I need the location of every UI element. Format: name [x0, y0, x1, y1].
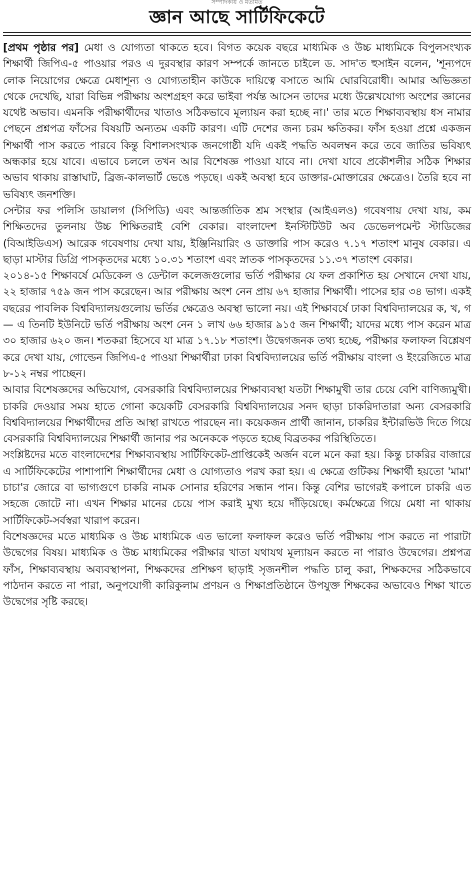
- paragraph-3: ২০১৪-১৫ শিক্ষাবর্ষে মেডিকেল ও ডেন্টাল কলেজগুলোর ভর্তি পরীক্ষার যে ফল প্রকাশিত হয় সেখানে দেখা যায়, ২২ হাজার ৭৫৯ জন পাস করেছেন। আর পরীক্ষায় অংশ নেন প্রায় ৬৭ হাজার শিক্ষার্থী। পাসের হার ৩৪ ভাগ। একই বছরের পাবলিক বিশ্ববিদ্যালয়গুলোয় ভর্তির ক্ষেত্রেও অবস্থা ভালো নয়। এই শিক্ষাবর্ষে ঢাকা বিশ্ববিদ্যালয়ের ক, খ, গ— এ তিনটি ইউনিটে ভর্তি পরীক্ষায় অংশ নেন ১ লাখ ৬৬ হাজার ৯১৫ জন শিক্ষার্থী; যাদের মধ্যে পাস করেন মাত্র ৩০ হাজার ৬২০ জন। শতকরা হিসেবে যা মাত্র ১৭.১৮ শতাংশ। উদ্বেগজনক তথ্য হচ্ছে, পরীক্ষার ফলাফল বিশ্লেষণ করে দেখা যায়, গোল্ডেন জিপিএ-৫ পাওয়া শিক্ষার্থীরা ঢাকা বিশ্ববিদ্যালয়ের ভর্তি পরীক্ষায় বাংলা ও ইংরেজিতে মাত্র ৮-১২ নম্বর পাচ্ছেন।: [3, 270, 471, 380]
- continuation-marker: [প্রথম পৃষ্ঠার পর]: [3, 42, 79, 54]
- paragraph-1: [3, 40, 471, 203]
- paragraph-4: আবার বিশেষজ্ঞদের অভিযোগ, বেসরকারি বিশ্ববিদ্যালয়ের শিক্ষাব্যবস্থা যতটা শিক্ষামুখী তার চেয়ে বেশি বাণিজ্যমুখী। চাকরি দেওয়ার সময় হাতে গোনা কয়েকটি বেসরকারি বিশ্ববিদ্যালয়ের সনদ ছাড়া চাকরিদাতারা অন্য বেসরকারি বিশ্ববিদ্যালয়ের শিক্ষার্থীদের প্রতি আস্থা রাখতে পারছেন না। কয়েকজন প্রার্থী জানান, চাকরির ইন্টারভিউ দিতে গিয়ে বেসরকারি বিশ্ববিদ্যালয়ের শিক্ষার্থী জানার পর অনেককে পড়তে হচ্ছে বিব্রতকর পরিস্থিতিতে।: [3, 384, 471, 446]
- section-strip: সম্পাদকীয় ও মতামত: [211, 0, 263, 5]
- paragraph-6: বিশেষজ্ঞদের মতে মাধ্যমিক ও উচ্চ মাধ্যমিকে এত ভালো ফলাফল করেও ভর্তি পরীক্ষায় পাস করতে না পারাটা উদ্বেগের বিষয়। মাধ্যমিক ও উচ্চ মাধ্যমিকের পরীক্ষার খাতা যথাযথ মূল্যায়ন করতে না পারাও উদ্বেগের। প্রশ্নপত্র ফাঁস, শিক্ষাব্যবস্থায় অব্যবস্থাপনা, শিক্ষকদের প্রশিক্ষণ ছাড়াই সৃজনশীল পদ্ধতি চালু করা, শিক্ষকদের সঠিকভাবে পাঠদান করতে না পারা, অনুপযোগী কারিকুলাম প্রণয়ন ও শিক্ষাপ্রতিষ্ঠানে উপযুক্ত শিক্ষকের অভাবেও শিক্ষা খাতে উদ্বেগের সৃষ্টি করছে।: [3, 530, 471, 609]
- paragraph-2: সেন্টার ফর পলিসি ডায়ালগ (সিপিডি) এবং আন্তর্জাতিক শ্রম সংস্থার (আইএলও) গবেষণায় দেখা যায়, কম শিক্ষিতদের তুলনায় উচ্চ শিক্ষিতরাই বেশি বেকার। বাংলাদেশ ইনস্টিটিউট অব ডেভেলপমেন্ট স্টাডিজের (বিআইডিএস) আরেক গবেষণায় দেখা যায়, ইঞ্জিনিয়ারিং ও ডাক্তারি পাস করেও ৭.১৭ শতাংশ মানুষ বেকার। এ ছাড়া মাস্টার ডিগ্রি পাসকৃতদের মধ্যে ১০.৩১ শতাংশ এবং স্নাতক পাসকৃতদের ১১.৩৭ শতাংশ বেকার।: [3, 204, 471, 266]
- article-headline: জ্ঞান আছে সার্টিফিকেটে: [149, 7, 325, 28]
- headline-rule: [3, 32, 471, 36]
- paragraph-5: সংশ্লিষ্টদের মতে বাংলাদেশের শিক্ষাব্যবস্থায় সার্টিফিকেট-প্রাপ্তিকেই অর্জন বলে মনে করা হয়। কিন্তু চাকরির বাজারে এ সার্টিফিকেটের পাশাপাশি শিক্ষার্থীদের মেধা ও যোগ্যতাও পরখ করা হয়। এ ক্ষেত্রে গুটিকয় শিক্ষার্থী হয়তো 'মামা' চাচা'র জোরে বা ভাগ্যগুণে চাকরি নামক সোনার হরিণের সন্ধান পান। কিন্তু বেশির ভাগেরই কপালে চাকরি এত সহজে জোটে না। এখন শিক্ষার মানের চেয়ে পাস করাই মুখ্য হয়ে দাঁড়িয়েছে। কর্মক্ষেত্রে গিয়ে মেধা না থাকায় সার্টিফিকেট-সর্বস্বরা খারাপ করেন।: [3, 449, 471, 527]
- article-body: [3, 40, 471, 610]
- paragraph-1-text: মেধা ও যোগ্যতা থাকতে হবে। বিগত কয়েক বছরে মাধ্যমিক ও উচ্চ মাধ্যমিকে বিপুলসংখ্যক শিক্ষার্থী জিপিএ-৫ পাওয়ার পরও এ দুরবস্থার কারণ সম্পর্কে জানতে চাইলে ড. সাদ'ত হুসাইন বলেন, 'শূন্যপদে লোক নিয়োগের ক্ষেত্রে মেধাশূন্য ও যোগ্যতাহীন কাউকে দায়িত্বে বসাতে আমি ঘোরবিরোধী। আমার অভিজ্ঞতা থেকে দেখেছি, যারা বিভিন্ন পরীক্ষায় অংশগ্রহণ করে ভাইবা পর্যন্ত আসেন তাদের মধ্যে উল্লেখযোগ্য অংশের জ্ঞানের যথেষ্ট অভাব। এমনকি পরীক্ষার্থীদের খাতাও সঠিকভাবে মূল্যায়ন করা হচ্ছে না।' তার মতে শিক্ষাব্যবস্থায় ধস নামার পেছনে প্রশ্নপত্র ফাঁসের বিষয়টি অন্যতম একটি কারণ। এটি দেশের জন্য চরম ক্ষতিকর। ফাঁস হওয়া প্রশ্নে একজন শিক্ষার্থী পাস করতে পারবে কিন্তু বিশালসংখ্যক জনগোষ্ঠী যদি একই পদ্ধতি অবলম্বন করে তবে জাতির ভবিষ্যৎ অন্ধকার হয়ে যাবে। এভাবে চললে তখন আর বিশেষজ্ঞ পাওয়া যাবে না। দেখা যাবে প্রকৌশলীর সঠিক শিক্ষার অভাব থাকায় রাস্তাঘাট, ব্রিজ-কালভার্ট ভেঙে পড়ছে। একই অবস্থা হবে ডাক্তার-মোক্তারের ক্ষেত্রেও। তৈরি হবে না ভবিষ্যৎ জনশক্তি।: [3, 42, 471, 201]
